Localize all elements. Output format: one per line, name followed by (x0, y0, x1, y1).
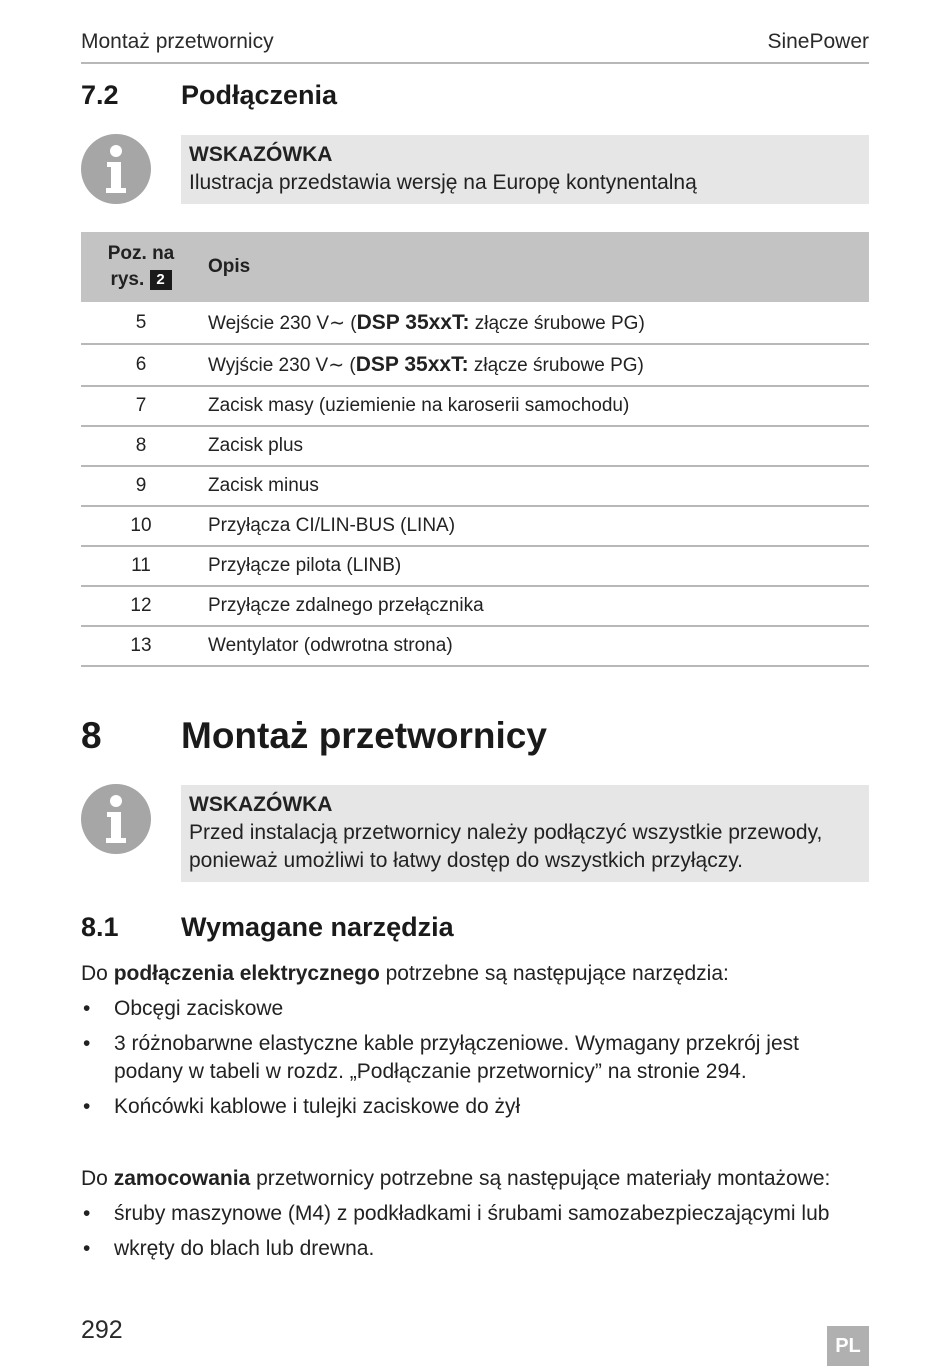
row-position: 10 (130, 515, 152, 536)
chapter-number: 8 (81, 715, 102, 756)
section-heading-8-1 (81, 912, 869, 943)
column-header-position (81, 232, 201, 302)
row-text-pre: Wyjście 230 V∼ ( (208, 355, 356, 376)
section-title: Podłączenia (181, 80, 338, 110)
row-text-pre: Wejście 230 V∼ ( (208, 312, 357, 334)
bullet: • (83, 1237, 91, 1260)
list-item (81, 995, 869, 1023)
table-row (81, 626, 869, 666)
note-box (181, 785, 869, 882)
bullet: • (83, 997, 91, 1020)
row-position: 11 (131, 555, 151, 576)
section-title: Wymagane narzędzia (181, 912, 454, 942)
table-row (81, 426, 869, 466)
note-text-line2: ponieważ umożliwi to łatwy dostęp do wszystkich przyłączy. (189, 849, 743, 872)
header-chapter-title: Montaż przetwornicy (81, 30, 274, 53)
row-position: 9 (135, 475, 147, 496)
row-model-label: DSP 35xxT: (355, 353, 469, 376)
header-pos-line1: Poz. na (107, 243, 175, 264)
mount-intro-paragraph (81, 1165, 869, 1193)
info-icon (81, 784, 151, 854)
note-title: WSKAZÓWKA (189, 793, 333, 816)
list-item-text-line2: podany w tabeli w rozdz. „Podłączanie przetwornicy” na stronie 294. (114, 1060, 747, 1083)
header-pos-rys: rys. (110, 269, 145, 290)
list-item-text: śruby maszynowe (M4) z podkładkami i śrubami samozabezpieczającymi lub (114, 1202, 830, 1225)
section-number: 8.1 (81, 912, 119, 942)
table-row (81, 506, 869, 546)
intro-emphasis: podłączenia elektrycznego (113, 962, 380, 985)
row-description: Zacisk masy (uziemienie na karoserii samochodu) (208, 395, 630, 416)
tools-intro-paragraph (81, 960, 869, 988)
running-header (81, 30, 869, 64)
connections-table (81, 232, 869, 667)
column-header-description: Opis (208, 256, 251, 277)
note-text-line1: Przed instalacją przetwornicy należy podłączyć wszystkie przewody, (189, 821, 823, 844)
header-product-name: SinePower (767, 30, 869, 53)
table-header-row (81, 232, 869, 302)
table-row (81, 466, 869, 506)
intro-text-pre: Do (81, 1167, 114, 1190)
intro-emphasis: zamocowania (113, 1167, 251, 1190)
row-position: 13 (130, 635, 152, 656)
section-number: 7.2 (81, 80, 119, 110)
row-description (201, 344, 869, 386)
intro-text-pre: Do (81, 962, 114, 985)
mount-list (81, 1200, 869, 1270)
row-position: 7 (135, 395, 147, 416)
chapter-heading-8 (81, 715, 869, 757)
intro-text-post: potrzebne są następujące narzędzia: (379, 962, 729, 985)
note-box (181, 135, 869, 204)
table-row (81, 344, 869, 386)
bullet: • (83, 1032, 91, 1055)
row-position: 8 (135, 435, 147, 456)
table-row (81, 586, 869, 626)
intro-text-post: przetwornicy potrzebne są następujące materiały montażowe: (250, 1167, 831, 1190)
table-row (81, 302, 869, 344)
list-item (81, 1235, 869, 1263)
row-description: Zacisk minus (208, 475, 319, 496)
note-title: WSKAZÓWKA (189, 143, 333, 166)
figure-reference: 2 (150, 270, 172, 290)
list-item (81, 1030, 869, 1086)
info-icon (81, 134, 151, 204)
row-model-label: DSP 35xxT: (356, 310, 470, 334)
list-item-text-line1: 3 różnobarwne elastyczne kable przyłączeniowe. Wymagany przekrój jest (114, 1032, 799, 1055)
tools-list (81, 995, 869, 1128)
bullet: • (83, 1202, 91, 1225)
row-description: Wentylator (odwrotna strona) (208, 635, 453, 656)
list-item-text: Końcówki kablowe i tulejki zaciskowe do żył (114, 1095, 521, 1118)
row-description: Zacisk plus (208, 435, 304, 456)
note-text: Ilustracja przedstawia wersję na Europę kontynentalną (189, 171, 697, 194)
table-row (81, 386, 869, 426)
row-position: 6 (135, 354, 147, 375)
list-item-text: Obcęgi zaciskowe (114, 997, 284, 1020)
chapter-title: Montaż przetwornicy (181, 715, 547, 756)
row-text-post: złącze śrubowe PG) (468, 355, 644, 376)
section-heading-7-2 (81, 80, 869, 111)
row-description (201, 302, 869, 344)
list-item (81, 1093, 869, 1121)
bullet: • (83, 1095, 91, 1118)
header-pos-line2 (81, 267, 201, 293)
row-position: 12 (130, 595, 152, 616)
row-position: 5 (135, 311, 147, 333)
page-number: 292 (81, 1316, 123, 1344)
list-item (81, 1200, 869, 1228)
language-badge: PL (827, 1326, 869, 1366)
row-description: Przyłącze zdalnego przełącznika (208, 595, 484, 616)
list-item-text: wkręty do blach lub drewna. (114, 1237, 375, 1260)
table-row (81, 546, 869, 586)
row-description: Przyłącza CI/LIN-BUS (LINA) (208, 515, 456, 536)
row-description: Przyłącze pilota (LINB) (208, 555, 402, 576)
row-text-post: złącze śrubowe PG) (469, 312, 645, 334)
